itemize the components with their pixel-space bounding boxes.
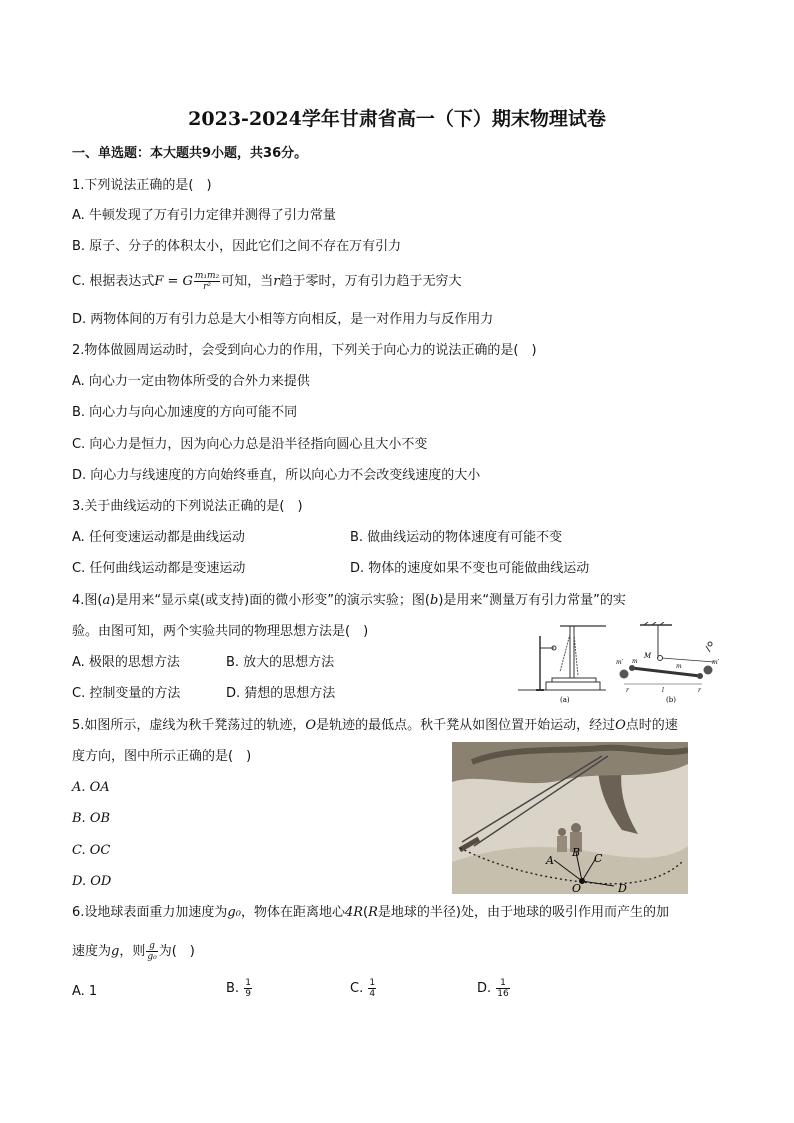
q6-text-2: ，物体在距离地心 bbox=[240, 905, 345, 920]
q5-text-2: 是轨迹的最低点。秋千凳从如图位置开始运动，经过 bbox=[316, 718, 616, 733]
variable-r: r bbox=[273, 274, 280, 289]
question-6-option-b bbox=[226, 978, 253, 999]
q6-option-c-den: 4 bbox=[369, 989, 376, 999]
question-2-option-b: B. 向心力与向心加速度的方向可能不同 bbox=[72, 405, 298, 420]
q6-option-b-label: B. bbox=[226, 981, 240, 996]
question-3-option-c: C. 任何曲线运动都是变速运动 bbox=[72, 561, 246, 576]
question-6-option-d bbox=[477, 978, 511, 999]
label-m-prime-right: m′ bbox=[712, 659, 720, 666]
question-6-option-a: A. 1 bbox=[72, 984, 98, 999]
label-m-right: m bbox=[676, 663, 682, 670]
label-m-prime-left: m′ bbox=[616, 659, 624, 666]
q4-text-2: )是用来“显示桌(或支持)面的微小形变”的演示实验；图( bbox=[110, 593, 431, 608]
q6-option-b-num: 1 bbox=[245, 978, 251, 988]
figure-5-swing-trajectory bbox=[452, 742, 688, 894]
formula-denominator: r² bbox=[203, 282, 212, 292]
figure-4a-label: (a) bbox=[560, 696, 570, 704]
question-4-option-c: C. 控制变量的方法 bbox=[72, 686, 181, 701]
q6-option-d-label: D. bbox=[477, 981, 492, 996]
question-6-stem-line-2 bbox=[72, 941, 195, 962]
q4-var-a: a bbox=[102, 593, 111, 608]
question-5-stem-line-1 bbox=[72, 717, 678, 735]
label-B: B bbox=[572, 846, 581, 859]
q6-option-b-fraction bbox=[244, 978, 252, 999]
question-1-option-b: B. 原子、分子的体积太小，因此它们之间不存在万有引力 bbox=[72, 239, 402, 254]
q4-var-b: b bbox=[430, 593, 439, 608]
q6-option-b-den: 9 bbox=[245, 989, 251, 999]
q5-var-O-2: O bbox=[615, 718, 626, 733]
question-5-option-d: D. OD bbox=[72, 874, 112, 889]
formula-numerator: m₁m₂ bbox=[194, 271, 220, 281]
label-O: O bbox=[572, 882, 582, 894]
question-4-stem-line-2: 验。由图可知，两个实验共同的物理思想方法是( ) bbox=[72, 624, 369, 639]
question-1-stem: 1.下列说法正确的是( ) bbox=[72, 178, 212, 193]
question-6-stem-line-1 bbox=[72, 904, 669, 922]
label-M: M bbox=[644, 652, 652, 660]
q6-option-d-fraction bbox=[496, 978, 509, 999]
label-C: C bbox=[594, 852, 603, 865]
option-c-prefix: C. 根据表达式 bbox=[72, 274, 155, 289]
question-2-option-a: A. 向心力一定由物体所受的合外力来提供 bbox=[72, 374, 310, 389]
q6-option-c-fraction bbox=[368, 978, 376, 999]
q4-text-1: 4.图( bbox=[72, 593, 103, 608]
question-5-stem-line-2: 度方向，图中所示正确的是( ) bbox=[72, 749, 252, 764]
label-A: A bbox=[546, 854, 554, 867]
question-5-option-a: A. OA bbox=[72, 780, 110, 795]
question-3-stem: 3.关于曲线运动的下列说法正确的是( ) bbox=[72, 499, 303, 514]
figure-4b-label: (b) bbox=[666, 696, 676, 704]
q5-text-1: 5.如图所示，虚线为秋千凳荡过的轨迹， bbox=[72, 718, 306, 733]
q6-var-g0: g₀ bbox=[227, 905, 241, 920]
question-3-option-a: A. 任何变速运动都是曲线运动 bbox=[72, 530, 245, 545]
figure-4a-desk-deformation bbox=[516, 622, 608, 706]
question-4-stem-line-1 bbox=[72, 592, 626, 610]
question-6-option-c bbox=[350, 978, 377, 999]
q6-var-g: g bbox=[111, 944, 120, 959]
gravitation-formula-lhs: F = G bbox=[154, 274, 193, 289]
question-2-stem: 2.物体做圆周运动时，会受到向心力的作用，下列关于向心力的说法正确的是( ) bbox=[72, 343, 537, 358]
q6-option-d-num: 1 bbox=[496, 978, 509, 989]
question-4-option-b: B. 放大的思想方法 bbox=[226, 655, 335, 670]
q6-text-5: ，则 bbox=[119, 944, 146, 959]
q6-ratio-fraction bbox=[146, 941, 157, 962]
q6-text-6: 为( ) bbox=[158, 944, 195, 959]
q6-ratio-denominator: g₀ bbox=[147, 952, 157, 962]
question-4-option-a: A. 极限的思想方法 bbox=[72, 655, 180, 670]
q6-text-1: 6.设地球表面重力加速度为 bbox=[72, 905, 228, 920]
gravitation-formula-fraction bbox=[194, 271, 220, 292]
q5-text-3: 点时的速 bbox=[625, 718, 678, 733]
question-5-option-b: B. OB bbox=[72, 811, 111, 826]
q6-option-c-num: 1 bbox=[369, 978, 376, 988]
q6-ratio-numerator: g bbox=[146, 941, 157, 952]
label-m-left: m bbox=[632, 658, 638, 665]
label-r-left: r bbox=[626, 687, 629, 694]
page-title: 2023-2024学年甘肃省高一（下）期末物理试卷 bbox=[188, 108, 606, 130]
section-heading: 一、单选题：本大题共9小题，共36分。 bbox=[72, 146, 308, 161]
question-2-option-d: D. 向心力与线速度的方向始终垂直，所以向心力不会改变线速度的大小 bbox=[72, 468, 481, 483]
q5-var-O: O bbox=[305, 718, 317, 733]
option-c-suffix: 趋于零时，万有引力趋于无穷大 bbox=[279, 274, 462, 289]
question-4-option-d: D. 猜想的思想方法 bbox=[226, 686, 336, 701]
q4-text-3: )是用来“测量万有引力常量”的实 bbox=[438, 593, 626, 608]
question-3-option-b: B. 做曲线运动的物体速度有可能不变 bbox=[350, 530, 563, 545]
question-5-option-c: C. OC bbox=[72, 843, 111, 858]
q6-var-4R: 4R bbox=[344, 905, 364, 920]
q6-paren: ( bbox=[363, 905, 369, 920]
figure-4b-cavendish-balance bbox=[614, 622, 726, 706]
question-1-option-a: A. 牛顿发现了万有引力定律并测得了引力常量 bbox=[72, 208, 336, 223]
question-3-option-d: D. 物体的速度如果不变也可能做曲线运动 bbox=[350, 561, 590, 576]
question-1-option-d: D. 两物体间的万有引力总是大小相等方向相反，是一对作用力与反作用力 bbox=[72, 312, 494, 327]
label-l: l bbox=[662, 687, 664, 694]
q6-option-d-den: 16 bbox=[497, 989, 509, 999]
q6-var-R: R bbox=[368, 905, 378, 920]
label-r-right: r bbox=[698, 687, 701, 694]
q6-text-3: 是地球的半径)处，由于地球的吸引作用而产生的加 bbox=[377, 905, 669, 920]
question-2-option-c: C. 向心力是恒力，因为向心力总是沿半径指向圆心且大小不变 bbox=[72, 437, 428, 452]
q6-text-4: 速度为 bbox=[72, 944, 112, 959]
label-D: D bbox=[618, 882, 627, 894]
question-1-option-c bbox=[72, 271, 461, 292]
q6-option-c-label: C. bbox=[350, 981, 364, 996]
option-c-mid: 可知，当 bbox=[221, 274, 274, 289]
